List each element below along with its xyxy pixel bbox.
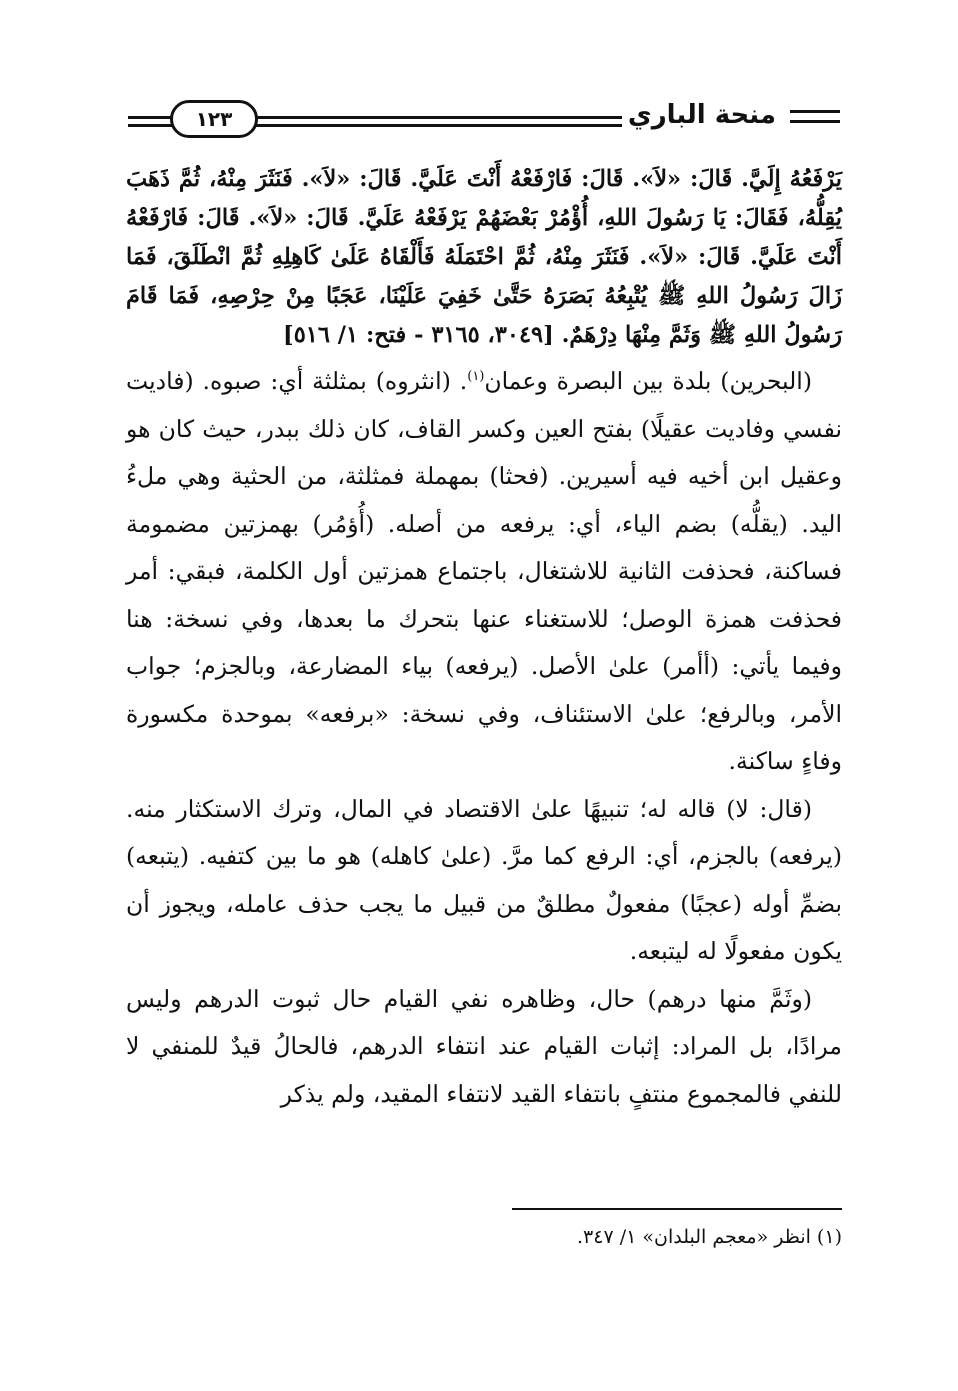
commentary-paragraph: (وثَمَّ منها درهم) حال، وظاهره نفي القيام حال ثبوت الدرهم وليس مرادًا، بل المراد: إثبات القيام عند انتفاء الدرهم، فالحالُ قيدٌ للمنفي لا للنفي فالمجموع منتفٍ بانتفاء القيد لانتفاء المقيد، ولم يذكر xyxy=(126,984,842,1108)
header-rule xyxy=(128,116,174,119)
commentary-paragraph xyxy=(126,358,842,786)
running-header xyxy=(128,96,840,152)
commentary-text: (البحرين) بلدة بين البصرة وعمان xyxy=(484,367,812,395)
book-title: منحة الباري xyxy=(622,100,782,130)
header-rule xyxy=(790,120,840,123)
header-rule xyxy=(790,110,840,113)
footnote-reference: (١) xyxy=(467,369,485,385)
header-rule xyxy=(128,124,174,127)
footnote-separator xyxy=(512,1208,842,1210)
commentary xyxy=(126,358,842,1118)
page-number: ١٢٣ xyxy=(170,100,258,138)
commentary-paragraph: (قال: لا) قاله له؛ تنبيهًا علىٰ الاقتصاد في المال، وترك الاستكثار منه. (يرفعه) بالجزم، أي: الرفع كما مرَّ. (علىٰ كاهله) هو ما بين كتفيه. (يتبعه) بضمِّ أوله (عجبًا) مفعولٌ مطلقٌ من قبيل ما يجب حذف عامله، ويجوز أن يكون مفعولًا له ليتبعه. xyxy=(126,794,842,965)
hadith-text: يَرْفَعُهُ إِلَيَّ. قَالَ: «لاَ». قَالَ: فَارْفَعْهُ أَنْتَ عَلَيَّ. قَالَ: «لاَ». فَنَثَرَ مِنْهُ، ثُمَّ ذَهَبَ يُقِلُّهُ، فَقَالَ: يَا رَسُولَ اللهِ، أُؤْمُرْ بَعْضَهُمْ يَرْفَعْهُ عَلَيَّ. قَالَ: «لاَ». قَالَ: فَارْفَعْهُ أَنْتَ عَلَيَّ. قَالَ: «لاَ». فَنَثَرَ مِنْهُ، ثُمَّ احْتَمَلَهُ فَأَلْقَاهُ عَلَىٰ كَاهِلِهِ ثُمَّ انْطَلَقَ، فَمَا زَالَ رَسُولُ اللهِ ﷺ يُتْبِعُهُ بَصَرَهُ حَتَّىٰ خَفِيَ عَلَيْنَا، عَجَبًا مِنْ حِرْصِهِ، فَمَا قَامَ رَسُولُ اللهِ ﷺ وَثَمَّ مِنْهَا دِرْهَمٌ. [٣٠٤٩، ٣١٦٥ - فتح: ١/ ٥١٦] xyxy=(126,166,842,348)
commentary-text: . (انثروه) بمثلثة أي: صبوه. (فاديت نفسي وفاديت عقيلًا) بفتح العين وكسر القاف، كان ذلك ببدر، حيث كان هو وعقيل ابن أخيه فيه أسيرين. (فحثا) بمهملة فمثلثة، من الحثية وهي ملءُ اليد. (يقلُّه) بضم الياء، أي: يرفعه من أصله. (أُؤمُر) بهمزتين مضمومة فساكنة، فحذفت الثانية للاشتغال، باجتماع همزتين أول الكلمة، فبقي: أمر فحذفت همزة الوصل؛ للاستغناء عنها بتحرك ما بعدها، وفي نسخة: هنا وفيما يأتي: (أأمر) علىٰ الأصل. (يرفعه) بياء المضارعة، وبالجزم؛ جواب الأمر، وبالرفع؛ علىٰ الاستئناف، وفي نسخة: «برفعه» بموحدة مكسورة وفاءٍ ساكنة. xyxy=(126,367,842,775)
footnote: (١) انظر «معجم البلدان» ١/ ٣٤٧. xyxy=(577,1226,842,1248)
